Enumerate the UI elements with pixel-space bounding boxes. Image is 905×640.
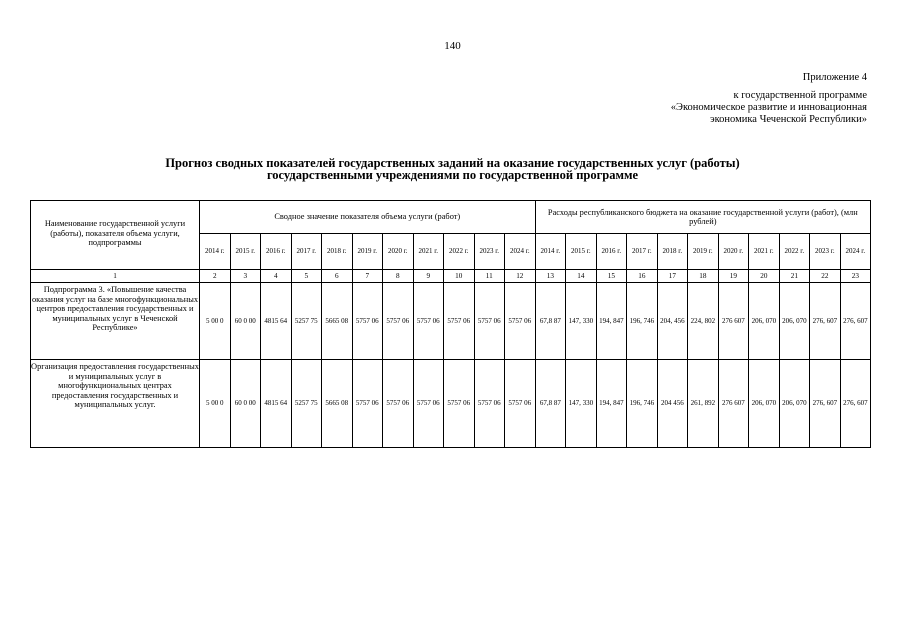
- table-row: [31, 283, 871, 360]
- volume-value-cell: 5 00 0: [200, 283, 231, 360]
- year-header-cell: 2018 г.: [322, 234, 353, 270]
- volume-value-cell: 5757 06: [383, 360, 414, 448]
- year-header-cell: 2019 г.: [688, 234, 719, 270]
- expenses-value-cell: 204, 456: [657, 283, 688, 360]
- expenses-value-cell: 196, 746: [627, 283, 658, 360]
- expenses-value-cell: 206, 070: [779, 283, 810, 360]
- expenses-value-cell: 224, 802: [688, 283, 719, 360]
- volume-value-cell: 5757 06: [444, 283, 475, 360]
- column-number-cell: 11: [474, 270, 505, 283]
- expenses-value-cell: 67,8 87: [535, 283, 566, 360]
- volume-value-cell: 5757 06: [474, 360, 505, 448]
- column-number-cell: 19: [718, 270, 749, 283]
- name-column-header: Наименование государственной услуги (работы), показателя объема услуги, подпрограммы: [31, 201, 200, 270]
- title-line: государственными учреждениями по государственной программе: [266, 168, 639, 182]
- column-number-cell: 15: [596, 270, 627, 283]
- volume-value-cell: 5665 08: [322, 283, 353, 360]
- expenses-value-cell: 276 607: [718, 360, 749, 448]
- expenses-group-header: Расходы республиканского бюджета на оказание государственной услуги (работ), (млн рублей): [535, 201, 871, 234]
- column-number-cell: 3: [230, 270, 261, 283]
- column-number-cell: 4: [261, 270, 292, 283]
- volume-value-cell: 4815 64: [261, 283, 292, 360]
- column-number-cell: 6: [322, 270, 353, 283]
- column-number-cell: 12: [505, 270, 536, 283]
- column-number-cell: 5: [291, 270, 322, 283]
- expenses-value-cell: 276 607: [718, 283, 749, 360]
- volume-value-cell: 5757 06: [413, 360, 444, 448]
- year-header-cell: 2014 г.: [535, 234, 566, 270]
- year-header-cell: 2023 г.: [474, 234, 505, 270]
- expenses-value-cell: 204 456: [657, 360, 688, 448]
- volume-group-header: Сводное значение показателя объема услуги (работ): [200, 201, 536, 234]
- year-header-cell: 2024 г.: [840, 234, 871, 270]
- expenses-value-cell: 206, 070: [749, 283, 780, 360]
- year-header-cell: 2017 г.: [291, 234, 322, 270]
- year-header-cell: 2021 г.: [413, 234, 444, 270]
- year-header-cell: 2018 г.: [657, 234, 688, 270]
- volume-value-cell: 60 0 00: [230, 283, 261, 360]
- expenses-value-cell: 261, 892: [688, 360, 719, 448]
- year-header-cell: 2017 г.: [627, 234, 658, 270]
- column-number-cell: 14: [566, 270, 597, 283]
- expenses-value-cell: 276, 607: [810, 283, 841, 360]
- row-name-cell: Организация предоставления государственных и муниципальных услуг в многофункциональных центрах предоставления государственных и муниципальных услуг.: [31, 360, 200, 448]
- document-title: [30, 157, 875, 181]
- column-number-cell: 8: [383, 270, 414, 283]
- volume-value-cell: 60 0 00: [230, 360, 261, 448]
- year-header-cell: 2016 г.: [596, 234, 627, 270]
- expenses-value-cell: 147, 330: [566, 283, 597, 360]
- year-header-cell: 2023 г.: [810, 234, 841, 270]
- page-number: 140: [444, 40, 461, 52]
- year-header-cell: 2016 г.: [261, 234, 292, 270]
- appendix-line: экономика Чеченской Республики»: [710, 114, 867, 125]
- column-number-cell: 7: [352, 270, 383, 283]
- expenses-value-cell: 206, 070: [749, 360, 780, 448]
- appendix-note: [671, 72, 867, 126]
- year-header-cell: 2014 г.: [200, 234, 231, 270]
- year-header-cell: 2019 г.: [352, 234, 383, 270]
- volume-value-cell: 5757 06: [505, 283, 536, 360]
- volume-value-cell: 5757 06: [352, 283, 383, 360]
- column-number-cell: 13: [535, 270, 566, 283]
- column-number-cell: 9: [413, 270, 444, 283]
- year-header-cell: 2021 г.: [749, 234, 780, 270]
- expenses-value-cell: 194, 847: [596, 283, 627, 360]
- column-number-cell: 10: [444, 270, 475, 283]
- expenses-value-cell: 276, 607: [810, 360, 841, 448]
- title-line: Прогноз сводных показателей государственных заданий на оказание государственных услуг (работы): [165, 156, 740, 170]
- column-number-cell: 2: [200, 270, 231, 283]
- year-header-cell: 2015 г.: [566, 234, 597, 270]
- volume-value-cell: 5757 06: [352, 360, 383, 448]
- table-row: [31, 360, 871, 448]
- volume-value-cell: 5757 06: [413, 283, 444, 360]
- row-name-cell: Подпрограмма 3. «Повышение качества оказания услуг на базе многофункциональных центров предоставления государственных и муниципальных услуг в Чеченской Республике»: [31, 283, 200, 360]
- column-number-cell: 20: [749, 270, 780, 283]
- forecast-table: [30, 200, 871, 448]
- expenses-value-cell: 276, 607: [840, 283, 871, 360]
- volume-value-cell: 5 00 0: [200, 360, 231, 448]
- expenses-value-cell: 196, 746: [627, 360, 658, 448]
- column-number-cell: 17: [657, 270, 688, 283]
- column-number-cell: 22: [810, 270, 841, 283]
- volume-value-cell: 5257 75: [291, 360, 322, 448]
- expenses-value-cell: 194, 847: [596, 360, 627, 448]
- column-number-cell: 1: [31, 270, 200, 283]
- column-number-cell: 16: [627, 270, 658, 283]
- year-header-cell: 2015 г.: [230, 234, 261, 270]
- appendix-line: «Экономическое развитие и инновационная: [670, 102, 867, 113]
- volume-value-cell: 5757 06: [383, 283, 414, 360]
- volume-value-cell: 4815 64: [261, 360, 292, 448]
- column-number-cell: 23: [840, 270, 871, 283]
- expenses-value-cell: 147, 330: [566, 360, 597, 448]
- column-number-cell: 21: [779, 270, 810, 283]
- column-number-cell: 18: [688, 270, 719, 283]
- expenses-value-cell: 67,8 87: [535, 360, 566, 448]
- expenses-value-cell: 276, 607: [840, 360, 871, 448]
- year-header-cell: 2020 г.: [718, 234, 749, 270]
- volume-value-cell: 5757 06: [444, 360, 475, 448]
- volume-value-cell: 5665 08: [322, 360, 353, 448]
- year-header-cell: 2024 г.: [505, 234, 536, 270]
- expenses-value-cell: 206, 070: [779, 360, 810, 448]
- volume-value-cell: 5757 06: [505, 360, 536, 448]
- appendix-label: Приложение 4: [802, 72, 867, 83]
- year-header-cell: 2022 г.: [444, 234, 475, 270]
- year-header-cell: 2022 г.: [779, 234, 810, 270]
- volume-value-cell: 5757 06: [474, 283, 505, 360]
- volume-value-cell: 5257 75: [291, 283, 322, 360]
- appendix-line: к государственной программе: [733, 90, 867, 101]
- year-header-cell: 2020 г.: [383, 234, 414, 270]
